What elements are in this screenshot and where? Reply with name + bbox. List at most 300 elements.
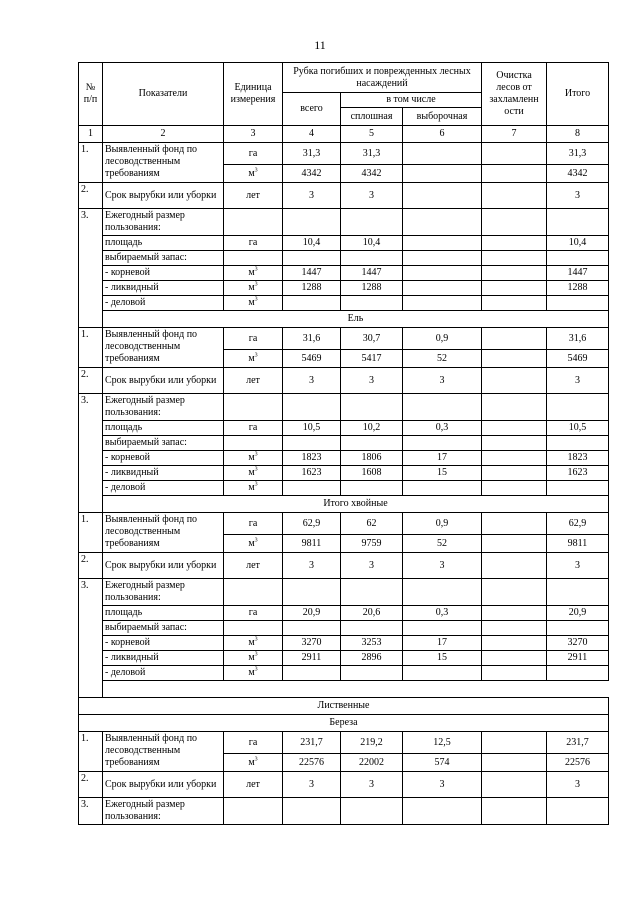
unit-cell — [224, 281, 283, 296]
empty-cell — [341, 621, 403, 636]
table-row — [79, 143, 609, 165]
unit-text: м — [248, 167, 255, 179]
value-cell: 12,5 — [403, 732, 482, 754]
row-number: 3. — [79, 798, 103, 825]
header-num: № п/п — [79, 63, 103, 126]
unit-text: м — [248, 667, 255, 678]
value-cell: 231,7 — [547, 732, 609, 754]
value-cell: 3 — [403, 368, 482, 394]
unit-text: м — [248, 637, 255, 648]
indicator-label: площадь — [103, 421, 224, 436]
unit-cell — [224, 350, 283, 368]
empty-cell — [547, 251, 609, 266]
empty-cell — [283, 251, 341, 266]
value-cell — [482, 772, 547, 798]
empty-cell — [403, 436, 482, 451]
unit-superscript: 3 — [254, 266, 258, 273]
value-cell: 10,5 — [547, 421, 609, 436]
empty-cell — [547, 579, 609, 606]
value-cell — [482, 143, 547, 165]
indicator-label: Срок вырубки или уборки — [103, 183, 224, 209]
value-cell — [482, 266, 547, 281]
unit-text: м — [248, 467, 255, 478]
table-row — [79, 466, 609, 481]
value-cell: 10,4 — [283, 236, 341, 251]
indicator-label: - деловой — [103, 481, 224, 496]
value-cell: 5469 — [283, 350, 341, 368]
indicator-label: площадь — [103, 236, 224, 251]
unit-cell: га — [224, 732, 283, 754]
value-cell: 1447 — [341, 266, 403, 281]
value-cell — [547, 296, 609, 311]
unit-cell — [224, 466, 283, 481]
unit-cell: лет — [224, 553, 283, 579]
value-cell: 30,7 — [341, 328, 403, 350]
value-cell: 3 — [547, 183, 609, 209]
table-row — [79, 621, 609, 636]
empty-cell — [403, 621, 482, 636]
value-cell: 9811 — [283, 535, 341, 553]
empty-cell — [547, 209, 609, 236]
header-total: Итого — [547, 63, 609, 126]
table-row — [79, 421, 609, 436]
value-cell — [482, 553, 547, 579]
value-cell — [482, 666, 547, 681]
value-cell: 3 — [403, 772, 482, 798]
value-cell: 22576 — [283, 754, 341, 772]
indicator-label: Ежегодный размер пользования: — [103, 579, 224, 606]
row-number: 1. — [79, 513, 103, 553]
unit-superscript: 3 — [254, 636, 258, 643]
value-cell — [283, 296, 341, 311]
empty-cell — [482, 394, 547, 421]
indicator-label: площадь — [103, 606, 224, 621]
unit-superscript: 3 — [254, 481, 258, 488]
value-cell: 3 — [341, 183, 403, 209]
header-including: в том числе — [341, 93, 482, 108]
value-cell: 1288 — [283, 281, 341, 296]
empty-cell — [283, 436, 341, 451]
value-cell: 2911 — [283, 651, 341, 666]
value-cell: 1608 — [341, 466, 403, 481]
table-row — [79, 636, 609, 651]
value-cell: 1823 — [547, 451, 609, 466]
value-cell: 3 — [341, 368, 403, 394]
value-cell: 10,4 — [547, 236, 609, 251]
header-indicators: Показатели — [103, 63, 224, 126]
value-cell: 2896 — [341, 651, 403, 666]
unit-cell — [224, 754, 283, 772]
value-cell: 52 — [403, 535, 482, 553]
row-number: 3. — [79, 579, 103, 698]
value-cell — [482, 165, 547, 183]
empty-cell — [283, 209, 341, 236]
empty-cell — [547, 394, 609, 421]
unit-cell — [224, 296, 283, 311]
empty-cell — [224, 579, 283, 606]
empty-cell — [403, 579, 482, 606]
value-cell — [482, 421, 547, 436]
table-row — [79, 606, 609, 621]
value-cell: 5417 — [341, 350, 403, 368]
value-cell: 3 — [283, 183, 341, 209]
value-cell: 22576 — [547, 754, 609, 772]
value-cell — [482, 651, 547, 666]
col-number: 8 — [547, 126, 609, 143]
value-cell — [341, 296, 403, 311]
value-cell: 3270 — [547, 636, 609, 651]
value-cell: 1288 — [547, 281, 609, 296]
row-number: 2. — [79, 553, 103, 579]
col-number: 5 — [341, 126, 403, 143]
indicator-label: Выявленный фонд по лесоводственным требованиям — [103, 513, 224, 553]
value-cell — [482, 732, 547, 754]
row-number: 3. — [79, 209, 103, 328]
value-cell: 3 — [341, 553, 403, 579]
value-cell: 574 — [403, 754, 482, 772]
unit-text: м — [248, 652, 255, 663]
table-row — [79, 666, 609, 681]
value-cell: 17 — [403, 636, 482, 651]
value-cell: 1623 — [547, 466, 609, 481]
indicator-label: - деловой — [103, 296, 224, 311]
indicator-label: Ежегодный размер пользования: — [103, 798, 224, 825]
value-cell — [482, 606, 547, 621]
table-body — [79, 143, 609, 825]
value-cell: 1623 — [283, 466, 341, 481]
empty-cell — [224, 209, 283, 236]
unit-superscript: 3 — [254, 167, 258, 174]
empty-cell — [547, 621, 609, 636]
value-cell — [403, 281, 482, 296]
value-cell: 3 — [403, 553, 482, 579]
empty-cell — [224, 394, 283, 421]
table-row — [79, 394, 609, 421]
unit-text: м — [248, 452, 255, 463]
value-cell: 22002 — [341, 754, 403, 772]
unit-cell — [224, 666, 283, 681]
col-number: 3 — [224, 126, 283, 143]
table-row — [79, 251, 609, 266]
col-number: 6 — [403, 126, 482, 143]
unit-cell: га — [224, 143, 283, 165]
value-cell: 3253 — [341, 636, 403, 651]
value-cell — [283, 481, 341, 496]
indicator-label: - деловой — [103, 666, 224, 681]
value-cell: 4342 — [547, 165, 609, 183]
section-title: Ель — [103, 311, 609, 328]
value-cell: 3 — [547, 772, 609, 798]
value-cell: 1447 — [547, 266, 609, 281]
table-row — [79, 281, 609, 296]
indicator-label: - корневой — [103, 451, 224, 466]
indicator-label: Срок вырубки или уборки — [103, 772, 224, 798]
section-row — [79, 681, 609, 698]
value-cell — [283, 666, 341, 681]
empty-cell — [341, 251, 403, 266]
unit-cell: га — [224, 236, 283, 251]
empty-cell — [224, 798, 283, 825]
value-cell: 17 — [403, 451, 482, 466]
table-row — [79, 296, 609, 311]
value-cell — [482, 328, 547, 350]
indicator-label: - ликвидный — [103, 651, 224, 666]
empty-cell — [403, 798, 482, 825]
value-cell: 0,3 — [403, 606, 482, 621]
value-cell: 0,9 — [403, 328, 482, 350]
indicator-label: - корневой — [103, 266, 224, 281]
empty-cell — [482, 436, 547, 451]
section-row — [79, 698, 609, 715]
unit-cell — [224, 481, 283, 496]
unit-text: м — [248, 756, 255, 768]
value-cell — [403, 266, 482, 281]
unit-superscript: 3 — [254, 756, 258, 763]
value-cell: 20,6 — [341, 606, 403, 621]
value-cell: 4342 — [341, 165, 403, 183]
unit-superscript: 3 — [254, 352, 258, 359]
value-cell — [403, 296, 482, 311]
value-cell: 3 — [547, 368, 609, 394]
indicator-label: - ликвидный — [103, 466, 224, 481]
value-cell: 3 — [547, 553, 609, 579]
value-cell: 10,2 — [341, 421, 403, 436]
value-cell: 5469 — [547, 350, 609, 368]
unit-superscript: 3 — [254, 296, 258, 303]
unit-cell — [224, 651, 283, 666]
value-cell: 10,5 — [283, 421, 341, 436]
value-cell: 31,3 — [283, 143, 341, 165]
unit-text: м — [248, 297, 255, 308]
header-cleaning: Очистка лесов от захламленн ости — [482, 63, 547, 126]
value-cell — [403, 165, 482, 183]
value-cell: 0,3 — [403, 421, 482, 436]
value-cell: 3 — [283, 772, 341, 798]
value-cell — [403, 183, 482, 209]
unit-cell — [224, 535, 283, 553]
unit-cell: га — [224, 328, 283, 350]
empty-cell — [482, 798, 547, 825]
value-cell — [341, 666, 403, 681]
unit-text: м — [248, 482, 255, 493]
table-row — [79, 451, 609, 466]
value-cell — [482, 350, 547, 368]
indicator-label: Выявленный фонд по лесоводственным требованиям — [103, 143, 224, 183]
value-cell — [403, 143, 482, 165]
empty-cell — [224, 251, 283, 266]
unit-cell: лет — [224, 183, 283, 209]
value-cell: 31,6 — [547, 328, 609, 350]
col-number: 2 — [103, 126, 224, 143]
empty-cell — [482, 621, 547, 636]
empty-cell — [482, 251, 547, 266]
col-number: 4 — [283, 126, 341, 143]
table-row — [79, 236, 609, 251]
table-row — [79, 209, 609, 236]
value-cell: 219,2 — [341, 732, 403, 754]
table-header — [79, 63, 609, 143]
empty-cell — [482, 209, 547, 236]
value-cell: 52 — [403, 350, 482, 368]
group-title: Лиственные — [79, 698, 609, 715]
unit-superscript: 3 — [254, 651, 258, 658]
indicator-label: выбираемый запас: — [103, 621, 224, 636]
table-row — [79, 436, 609, 451]
header-felling: Рубка погибших и поврежденных лесных насаждений — [283, 63, 482, 93]
value-cell — [482, 481, 547, 496]
value-cell: 10,4 — [341, 236, 403, 251]
value-cell — [482, 754, 547, 772]
header-selective: выборочная — [403, 108, 482, 126]
row-number: 2. — [79, 772, 103, 798]
value-cell: 3 — [283, 553, 341, 579]
empty-cell — [283, 798, 341, 825]
value-cell: 20,9 — [547, 606, 609, 621]
unit-superscript: 3 — [254, 537, 258, 544]
empty-cell — [341, 436, 403, 451]
table-row — [79, 732, 609, 754]
indicator-label: - ликвидный — [103, 281, 224, 296]
unit-cell: лет — [224, 368, 283, 394]
value-cell: 20,9 — [283, 606, 341, 621]
value-cell: 4342 — [283, 165, 341, 183]
value-cell — [547, 481, 609, 496]
empty-cell — [341, 798, 403, 825]
unit-cell: га — [224, 513, 283, 535]
value-cell — [403, 481, 482, 496]
value-cell: 1823 — [283, 451, 341, 466]
unit-superscript: 3 — [254, 466, 258, 473]
indicator-label: Выявленный фонд по лесоводственным требованиям — [103, 328, 224, 368]
value-cell: 62,9 — [283, 513, 341, 535]
table-row — [79, 798, 609, 825]
value-cell — [482, 513, 547, 535]
value-cell: 3 — [283, 368, 341, 394]
empty-cell — [283, 394, 341, 421]
unit-cell — [224, 636, 283, 651]
value-cell — [341, 481, 403, 496]
indicator-label: выбираемый запас: — [103, 436, 224, 451]
value-cell — [482, 183, 547, 209]
empty-cell — [341, 209, 403, 236]
value-cell: 15 — [403, 651, 482, 666]
table-row — [79, 579, 609, 606]
header-clear-cut: сплошная — [341, 108, 403, 126]
value-cell: 2911 — [547, 651, 609, 666]
value-cell — [482, 236, 547, 251]
value-cell: 31,3 — [341, 143, 403, 165]
value-cell — [403, 236, 482, 251]
forest-use-table — [78, 62, 609, 825]
indicator-label: Срок вырубки или уборки — [103, 553, 224, 579]
unit-text: м — [248, 537, 255, 549]
value-cell: 31,6 — [283, 328, 341, 350]
empty-cell — [482, 579, 547, 606]
value-cell — [482, 466, 547, 481]
unit-cell: га — [224, 421, 283, 436]
unit-cell — [224, 451, 283, 466]
empty-cell — [224, 436, 283, 451]
empty-cell — [403, 394, 482, 421]
row-number: 3. — [79, 394, 103, 513]
empty-cell — [224, 621, 283, 636]
page-number: 11 — [314, 38, 326, 52]
indicator-label: Ежегодный размер пользования: — [103, 209, 224, 236]
value-cell: 9759 — [341, 535, 403, 553]
value-cell: 3 — [341, 772, 403, 798]
header-total-all: всего — [283, 93, 341, 126]
empty-cell — [547, 436, 609, 451]
row-number: 2. — [79, 183, 103, 209]
col-number: 1 — [79, 126, 103, 143]
table-row — [79, 651, 609, 666]
value-cell: 15 — [403, 466, 482, 481]
unit-superscript: 3 — [254, 666, 258, 673]
unit-cell: лет — [224, 772, 283, 798]
table-row — [79, 183, 609, 209]
header-unit: Единица измерения — [224, 63, 283, 126]
empty-cell — [283, 621, 341, 636]
value-cell: 62,9 — [547, 513, 609, 535]
unit-text: м — [248, 352, 255, 364]
unit-cell — [224, 266, 283, 281]
unit-superscript: 3 — [254, 281, 258, 288]
value-cell: 1288 — [341, 281, 403, 296]
value-cell: 9811 — [547, 535, 609, 553]
section-title: Береза — [79, 715, 609, 732]
value-cell: 62 — [341, 513, 403, 535]
value-cell — [547, 666, 609, 681]
value-cell: 1806 — [341, 451, 403, 466]
table-row — [79, 328, 609, 350]
unit-text: м — [248, 282, 255, 293]
table-row — [79, 772, 609, 798]
table-row — [79, 266, 609, 281]
indicator-label: Выявленный фонд по лесоводственным требованиям — [103, 732, 224, 772]
empty-cell — [341, 394, 403, 421]
col-number: 7 — [482, 126, 547, 143]
value-cell — [482, 368, 547, 394]
table-row — [79, 481, 609, 496]
value-cell: 1447 — [283, 266, 341, 281]
value-cell — [482, 296, 547, 311]
empty-cell — [547, 798, 609, 825]
table-row — [79, 553, 609, 579]
empty-cell — [283, 579, 341, 606]
section-row — [79, 496, 609, 513]
indicator-label: выбираемый запас: — [103, 251, 224, 266]
value-cell: 31,3 — [547, 143, 609, 165]
value-cell — [482, 281, 547, 296]
row-number: 1. — [79, 143, 103, 183]
empty-cell — [403, 209, 482, 236]
empty-cell — [341, 579, 403, 606]
value-cell — [482, 535, 547, 553]
value-cell: 231,7 — [283, 732, 341, 754]
value-cell: 3270 — [283, 636, 341, 651]
table-row — [79, 513, 609, 535]
indicator-label: - корневой — [103, 636, 224, 651]
unit-superscript: 3 — [254, 451, 258, 458]
row-number: 1. — [79, 328, 103, 368]
value-cell — [482, 636, 547, 651]
section-row — [79, 715, 609, 732]
value-cell: 0,9 — [403, 513, 482, 535]
indicator-label: Срок вырубки или уборки — [103, 368, 224, 394]
indicator-label: Ежегодный размер пользования: — [103, 394, 224, 421]
section-row — [79, 311, 609, 328]
spacer-row — [103, 681, 609, 698]
